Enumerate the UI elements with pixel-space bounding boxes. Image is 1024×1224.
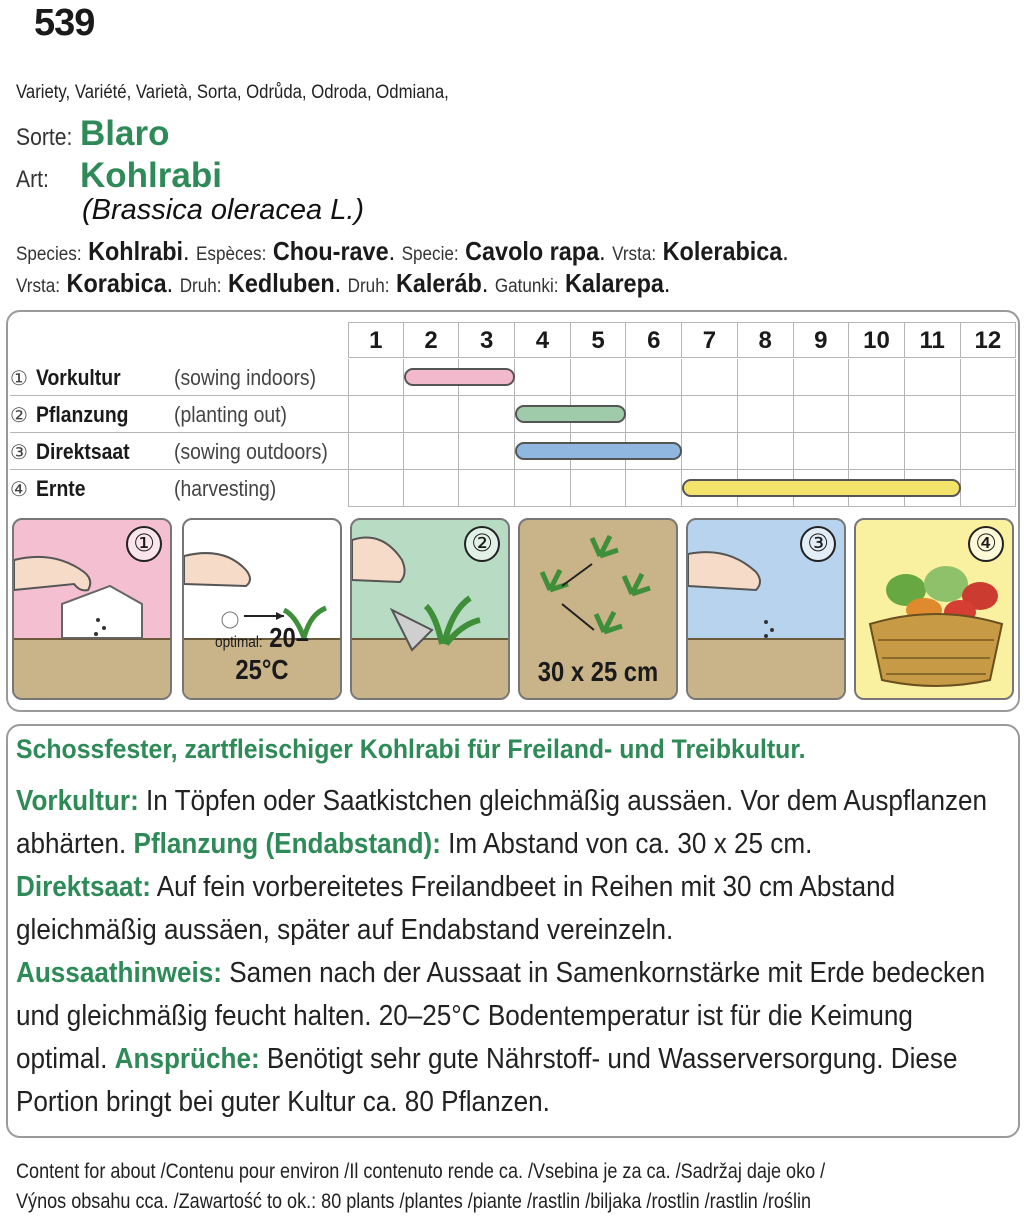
product-code: 539: [34, 2, 95, 44]
temperature-caption: optimal: 20–25°C: [215, 622, 309, 685]
period-bar-vorkultur: [404, 368, 515, 386]
aussaathinweis-label: Aussaathinweis:: [16, 957, 222, 989]
species-names-line-2: Vrsta: Korabica. Druh: Kedluben. Druh: Kaleráb. Gatunki: Kalarepa.: [16, 268, 671, 298]
step-1-marker: ①: [126, 526, 162, 562]
ansprueche-text: Benötigt sehr gute Nährstoff- und Wasserversorgung. Diese Portion bringt bei guter Kultur ca. 80 Pflanzen.: [16, 1043, 958, 1118]
month-4: 4: [515, 322, 571, 358]
calendar-row-direktsaat: ③ Direktsaat (sowing outdoors): [10, 433, 1015, 470]
species-names-line-1: Species: Kohlrabi. Espèces: Chou-rave. Specie: Cavolo rapa. Vrsta: Kolerabica.: [16, 236, 789, 266]
variety-name: Blaro: [80, 114, 170, 153]
variety-translations: Variety, Variété, Varietà, Sorta, Odrůda, Odroda, Odmiana,: [16, 82, 449, 103]
description-body: [16, 780, 988, 1124]
art-label: Art:: [16, 166, 49, 193]
step-4-marker: ④: [968, 526, 1004, 562]
illustration-planting-out: [350, 518, 510, 700]
calendar-row-pflanzung: ② Pflanzung (planting out): [10, 396, 1015, 433]
vorkultur-text: In Töpfen oder Saatkistchen gleichmäßig aussäen. Vor dem Auspflanzen abhärten.: [16, 785, 988, 860]
footer-content-line-2: Výnos obsahu cca. /Zawartość to ok.: 80 plants /plantes /piante /rastlin /biljaka /rostlin /rastlin /roślin: [16, 1190, 812, 1213]
month-9: 9: [794, 322, 850, 358]
month-7: 7: [682, 322, 738, 358]
month-12: 12: [961, 322, 1017, 358]
footer-content-line-1: Content for about /Contenu pour environ /Il contenuto rende ca. /Vsebina je za ca. /Sadržaj daje oko /: [16, 1160, 826, 1183]
month-8: 8: [738, 322, 794, 358]
aussaathinweis-text: Samen nach der Aussaat in Samenkornstärke mit Erde bedecken und gleichmäßig feucht halten. 20–25°C Bodentemperatur ist für die Keimung optimal.: [16, 957, 986, 1075]
pflanzung-label: Pflanzung (Endabstand):: [133, 828, 441, 860]
illustration-harvesting: [854, 518, 1014, 700]
ansprueche-label: Ansprüche:: [114, 1043, 260, 1075]
direktsaat-label: Direktsaat:: [16, 871, 151, 903]
month-11: 11: [905, 322, 961, 358]
illustration-germination-temperature: [182, 518, 342, 700]
pflanzung-text: Im Abstand von ca. 30 x 25 cm.: [448, 828, 813, 860]
month-6: 6: [626, 322, 682, 358]
direktsaat-text: Auf fein vorbereitetes Freilandbeet in Reihen mit 30 cm Abstand gleichmäßig aussäen, später auf Endabstand vereinzeln.: [16, 871, 896, 946]
description-headline: Schossfester, zartfleischiger Kohlrabi für Freiland- und Treibkultur.: [16, 734, 806, 764]
spacing-caption: 30 x 25 cm: [537, 656, 659, 687]
month-5: 5: [571, 322, 627, 358]
vorkultur-label: Vorkultur:: [16, 785, 139, 817]
illustration-sowing-outdoors: [686, 518, 846, 700]
illustration-sowing-indoors: [12, 518, 172, 700]
species-name: Kohlrabi: [80, 156, 222, 195]
calendar-row-vorkultur: ① Vorkultur (sowing indoors): [10, 359, 1015, 396]
month-10: 10: [849, 322, 905, 358]
illustration-plant-spacing: [518, 518, 678, 700]
latin-name: (Brassica oleracea L.): [82, 194, 365, 226]
month-2: 2: [404, 322, 460, 358]
period-bar-ernte: [682, 479, 961, 497]
sorte-label: Sorte:: [16, 124, 73, 151]
step-3-marker: ③: [800, 526, 836, 562]
period-bar-direktsaat: [515, 442, 682, 460]
calendar-row-ernte: ④ Ernte (harvesting): [10, 470, 1015, 507]
period-bar-pflanzung: [515, 405, 626, 423]
month-header: [348, 322, 1016, 358]
month-1: 1: [348, 322, 404, 358]
step-2-marker: ②: [464, 526, 500, 562]
month-3: 3: [459, 322, 515, 358]
